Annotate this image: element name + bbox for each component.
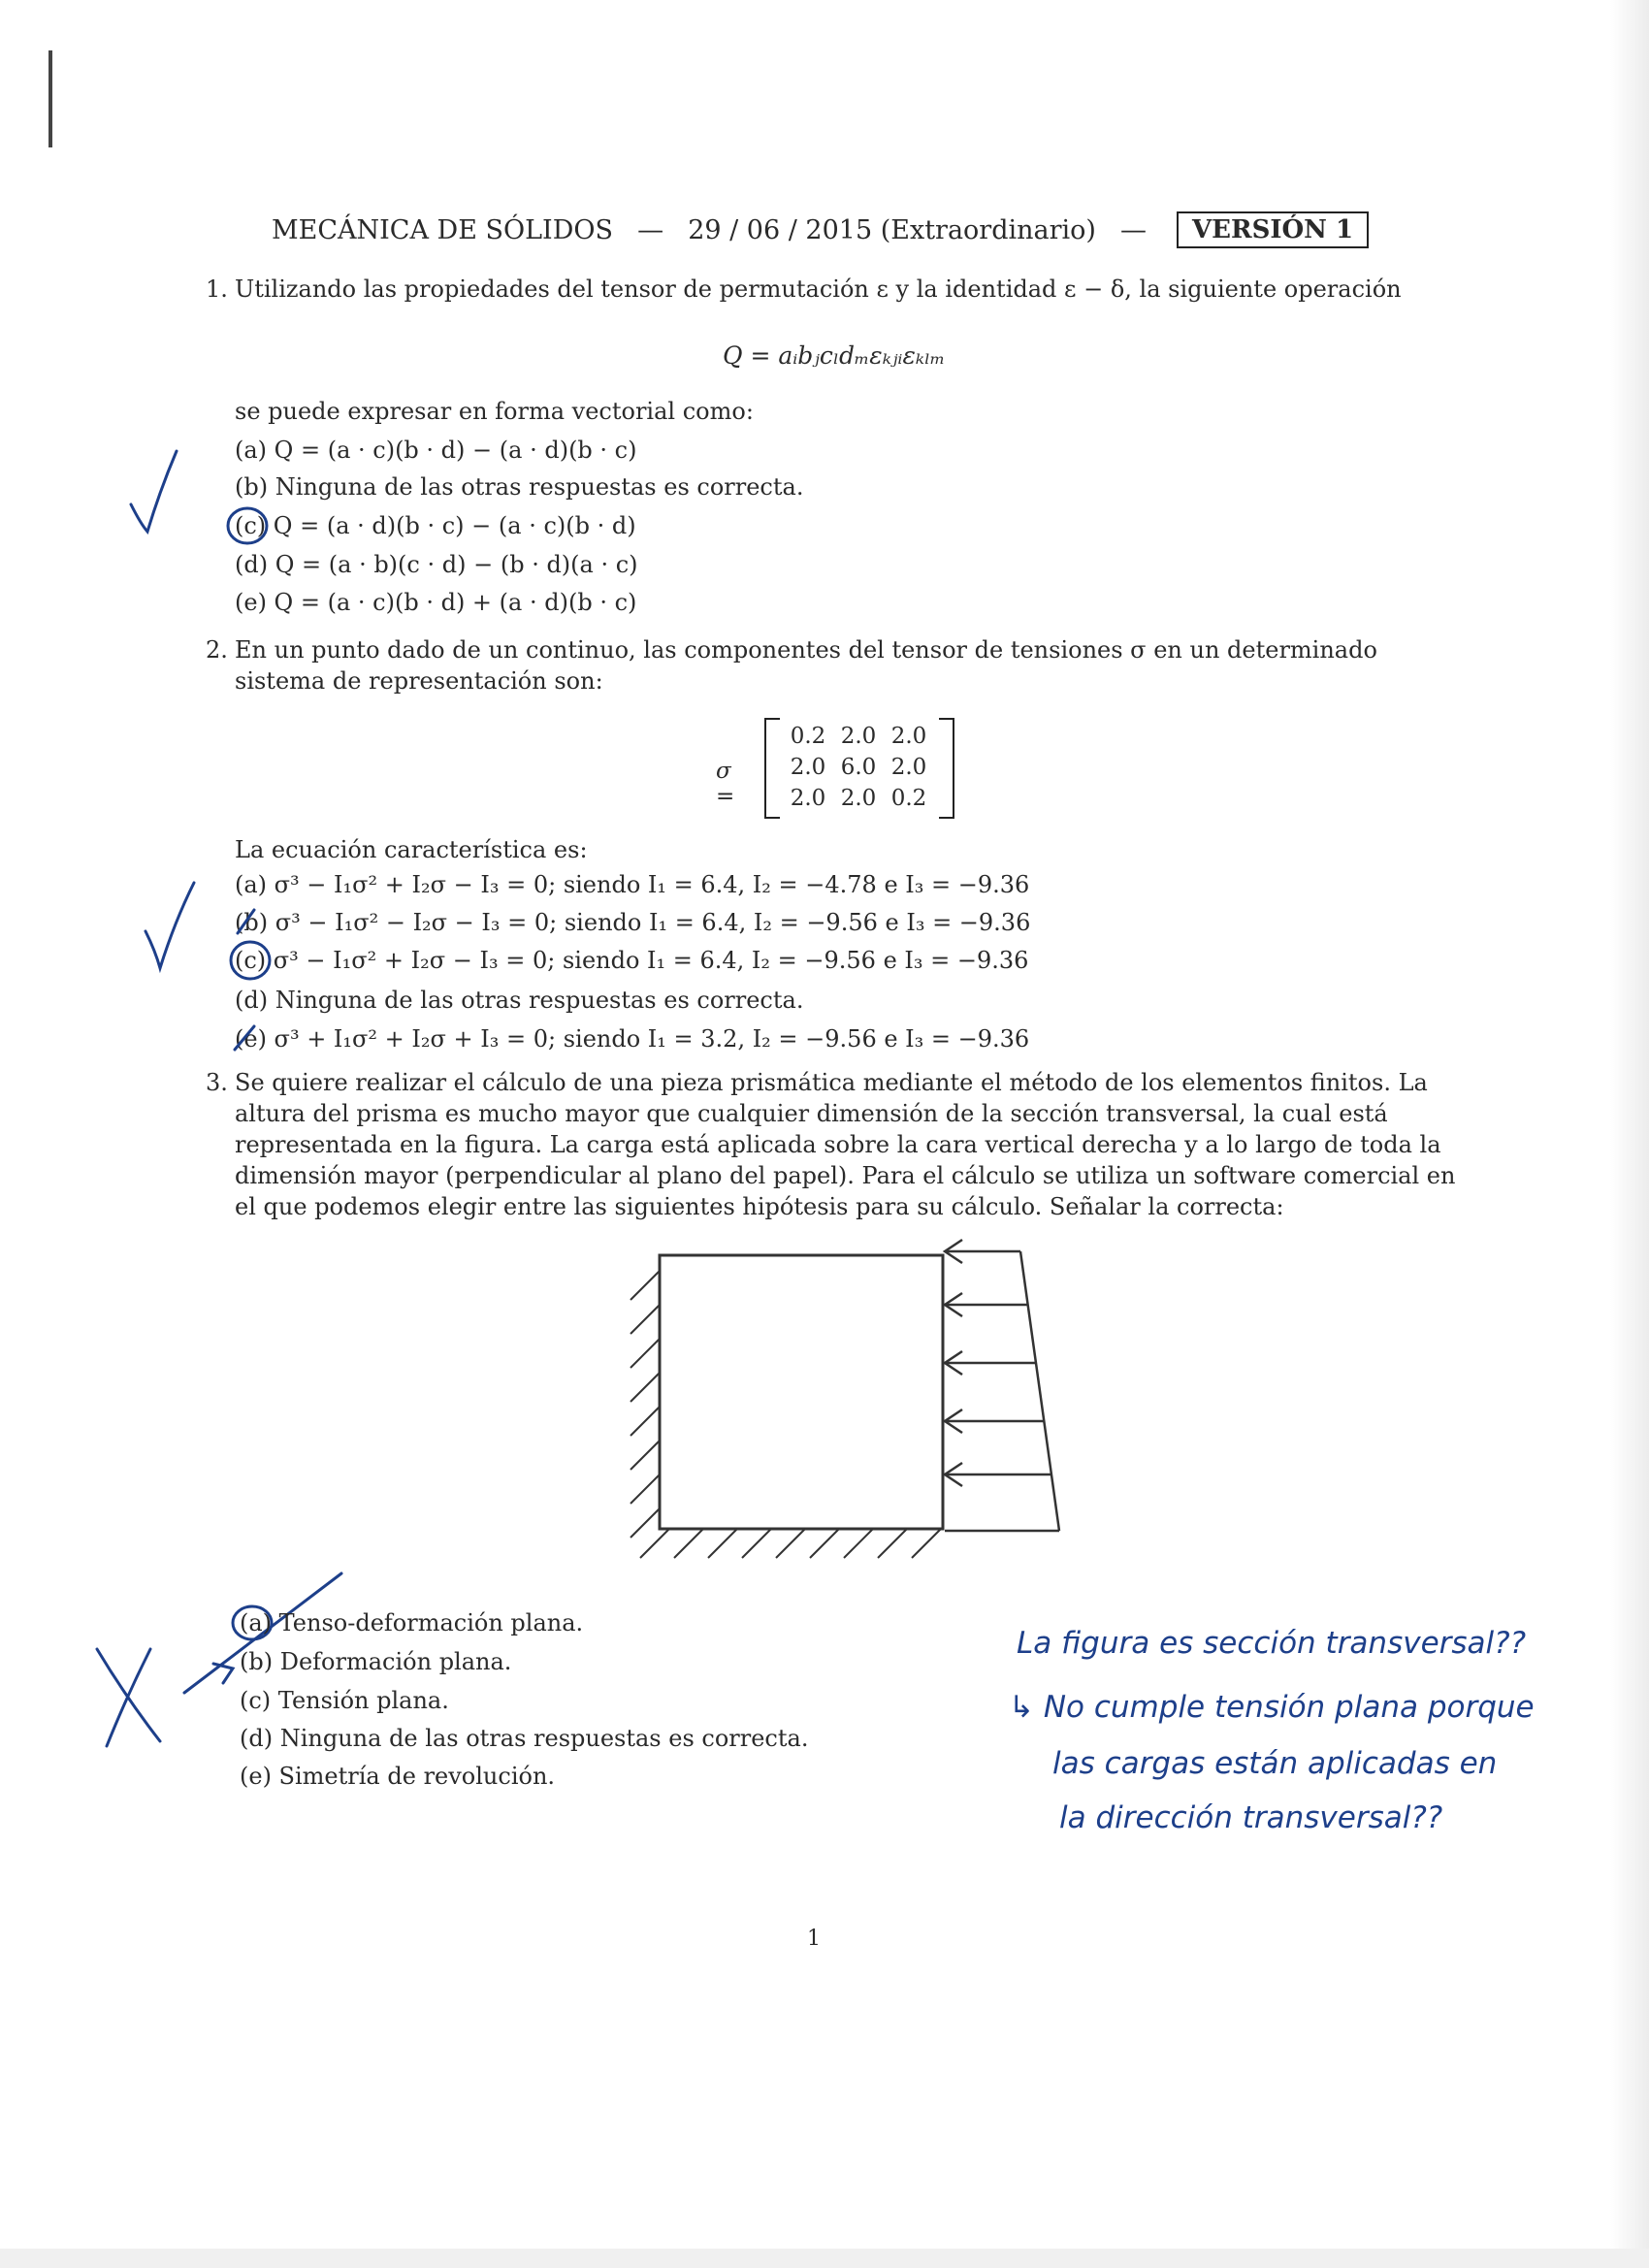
circle-q1-option-c <box>228 508 267 543</box>
question-number: 2. <box>206 636 228 664</box>
matrix-cell: 2.0 <box>840 786 877 811</box>
header-dash: — <box>1120 215 1148 245</box>
checkmark-q2 <box>146 883 194 968</box>
matrix-cell: 2.0 <box>890 724 927 749</box>
matrix-cell: 2.0 <box>840 724 877 749</box>
handwritten-note-line: la dirección transversal?? <box>1059 1800 1443 1835</box>
arrow-q3-option-b <box>213 1664 233 1683</box>
matrix-cell: 2.0 <box>790 786 826 811</box>
matrix-cell: 2.0 <box>890 755 927 780</box>
question-number: 3. <box>206 1069 228 1096</box>
handwritten-note-line: ↳ No cumple tensión plana porque <box>1009 1690 1535 1725</box>
q1-option-a: (a) Q = (a · c)(b · d) − (a · d)(b · c) <box>235 437 637 464</box>
cross-section-rect <box>660 1255 943 1529</box>
q1-lead: se puede expresar en forma vectorial como: <box>235 398 754 425</box>
q3-option-d: (d) Ninguna de las otras respuestas es correcta. <box>240 1725 809 1752</box>
matrix-cell: 6.0 <box>840 755 877 780</box>
q3-option-b: (b) Deformación plana. <box>240 1648 512 1675</box>
strike-q2-b <box>238 910 254 933</box>
strike-q2-e <box>235 1026 254 1050</box>
exam-date: 29 / 06 / 2015 (Extraordinario) <box>688 215 1096 245</box>
q3-option-e: (e) Simetría de revolución. <box>240 1763 556 1790</box>
q1-option-d: (d) Q = (a · b)(c · d) − (b · d)(a · c) <box>235 551 638 578</box>
version-box: VERSIÓN 1 <box>1177 211 1369 248</box>
q1-formula: Q = aᵢbⱼcₗdₘεₖⱼᵢεₖₗₘ <box>723 341 946 370</box>
handwritten-note-line: La figura es sección transversal?? <box>1017 1626 1527 1661</box>
q1-option-c: (c) Q = (a · d)(b · c) − (a · c)(b · d) <box>235 512 636 539</box>
question-stem: Utilizando las propiedades del tensor de permutación ε y la identidad ε − δ, la siguiente operación <box>235 275 1402 303</box>
q2-option-e: (e) σ³ + I₁σ² + I₂σ + I₃ = 0; siendo I₁ = 3.2, I₂ = −9.56 e I₃ = −9.36 <box>235 1025 1030 1053</box>
course-title: MECÁNICA DE SÓLIDOS <box>272 215 613 245</box>
page-number: 1 <box>807 1927 821 1951</box>
matrix-cell: 0.2 <box>890 786 927 811</box>
question-number: 1. <box>206 275 228 303</box>
q2-option-b: (b) σ³ − I₁σ² − I₂σ − I₃ = 0; siendo I₁ = 6.4, I₂ = −9.56 e I₃ = −9.36 <box>235 909 1031 936</box>
matrix-cell: 0.2 <box>790 724 826 749</box>
circle-q2-option-c <box>231 942 270 979</box>
q3-option-c: (c) Tensión plana. <box>240 1687 449 1714</box>
q2-option-a: (a) σ³ − I₁σ² + I₂σ − I₃ = 0; siendo I₁ = 6.4, I₂ = −4.78 e I₃ = −9.36 <box>235 871 1030 898</box>
distributed-load-arrows <box>945 1240 1059 1531</box>
q1-option-e: (e) Q = (a · c)(b · d) + (a · d)(b · c) <box>235 589 637 616</box>
q1-option-b: (b) Ninguna de las otras respuestas es correcta. <box>235 473 804 501</box>
matrix-label: σ = <box>716 759 735 809</box>
checkmark-q1 <box>131 451 177 532</box>
matrix-cell: 2.0 <box>790 755 826 780</box>
fixed-support-hatching <box>630 1271 941 1558</box>
question-stem: En un punto dado de un continuo, las componentes del tensor de tensiones σ en un determinado sistema de representación son: <box>235 636 1377 695</box>
q2-option-d: (d) Ninguna de las otras respuestas es correcta. <box>235 987 804 1014</box>
handwritten-marks <box>97 451 341 1746</box>
cross-q3 <box>107 1649 150 1746</box>
handwritten-note-line: las cargas están aplicadas en <box>1052 1746 1498 1781</box>
q3-option-a: (a) Tenso-deformación plana. <box>240 1609 584 1636</box>
q2-option-c: (c) σ³ − I₁σ² + I₂σ − I₃ = 0; siendo I₁ = 6.4, I₂ = −9.56 e I₃ = −9.36 <box>235 947 1029 974</box>
question-stem: Se quiere realizar el cálculo de una pieza prismática mediante el método de los elementos finitos. La altura del prisma es mucho mayor que cualquier dimensión de la sección transversal, la cual está representada en la figura. La carga está aplicada sobre la cara vertical derecha y a lo largo de toda la dimensión mayor (perpendicular al plano del papel). Para el cálculo se utiliza un software comercial en el que podemos elegir entre las siguientes hipótesis para su cálculo. Señalar la correcta: <box>235 1069 1456 1220</box>
header-dash: — <box>637 215 664 245</box>
q2-lead: La ecuación característica es: <box>235 836 588 863</box>
